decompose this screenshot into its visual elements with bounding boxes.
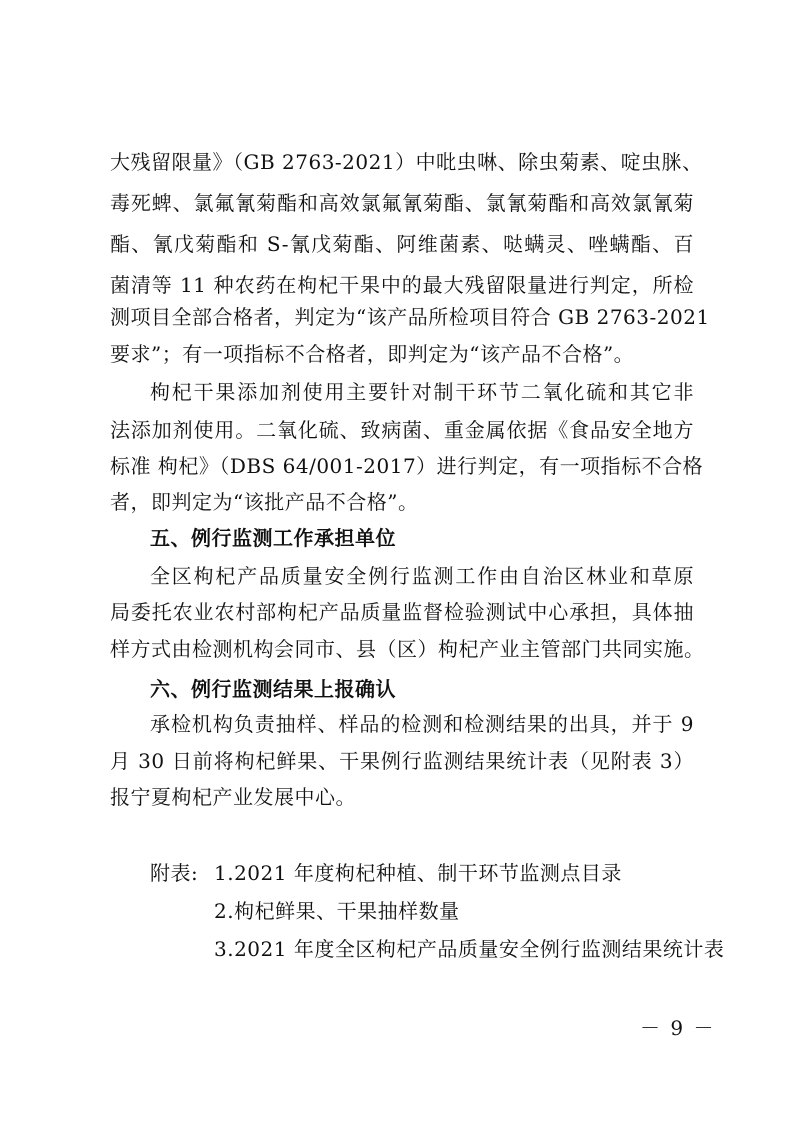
appendix-item-2: 2.枸杞鲜果、干果抽样数量 [214, 899, 460, 923]
appendix-item-1: 1.2021 年度枸杞种植、制干环节监测点目录 [214, 861, 622, 885]
section-6-line-3: 报宁夏枸杞产业发展中心。 [110, 785, 356, 809]
page-number: － 9 － [640, 1016, 716, 1040]
paragraph-1-line-5: 测项目全部合格者，判定为“该产品所检项目符合 GB 2763-2021 [110, 305, 710, 329]
section-5-line-1: 全区枸杞产品质量安全例行监测工作由自治区林业和草原 [150, 564, 694, 588]
section-5-line-2: 局委托农业农村部枸杞产品质量监督检验测试中心承担，具体抽 [110, 600, 694, 624]
section-6-heading: 六、例行监测结果上报确认 [150, 677, 396, 701]
paragraph-1-line-1: 大残留限量》（GB 2763-2021）中吡虫啉、除虫菊素、啶虫脒、 [110, 150, 703, 174]
paragraph-2-line-3: 标准 枸杞》（DBS 64/001-2017）进行判定，有一项指标不合格 [110, 454, 704, 478]
paragraph-2-line-1: 枸杞干果添加剂使用主要针对制干环节二氧化硫和其它非 [150, 380, 694, 404]
paragraph-2-line-2: 法添加剂使用。二氧化硫、致病菌、重金属依据《食品安全地方 [110, 418, 694, 442]
paragraph-1-line-3: 酯、氰戊菊酯和 S-氰戊菊酯、阿维菌素、哒螨灵、唑螨酯、百 [110, 232, 694, 256]
paragraph-1-line-6: 要求”；有一项指标不合格者，即判定为“该产品不合格”。 [110, 342, 635, 366]
section-5-heading: 五、例行监测工作承担单位 [150, 526, 396, 550]
paragraph-1-line-2: 毒死蜱、氯氟氰菊酯和高效氯氟氰菊酯、氯氰菊酯和高效氯氰菊 [110, 191, 694, 215]
paragraph-1-line-4: 菌清等 11 种农药在枸杞干果中的最大残留限量进行判定，所检 [110, 273, 694, 297]
section-6-line-1: 承检机构负责抽样、样品的检测和检测结果的出具，并于 9 [150, 712, 694, 736]
appendix-item-3: 3.2021 年度全区枸杞产品质量安全例行监测结果统计表 [214, 937, 725, 961]
section-5-line-3: 样方式由检测机构会同市、县（区）枸杞产业主管部门共同实施。 [110, 637, 705, 661]
section-6-line-2: 月 30 日前将枸杞鲜果、干果例行监测结果统计表（见附表 3） [110, 749, 694, 773]
appendix-label: 附表: [150, 861, 199, 885]
paragraph-2-line-4: 者，即判定为“该批产品不合格”。 [110, 490, 419, 514]
